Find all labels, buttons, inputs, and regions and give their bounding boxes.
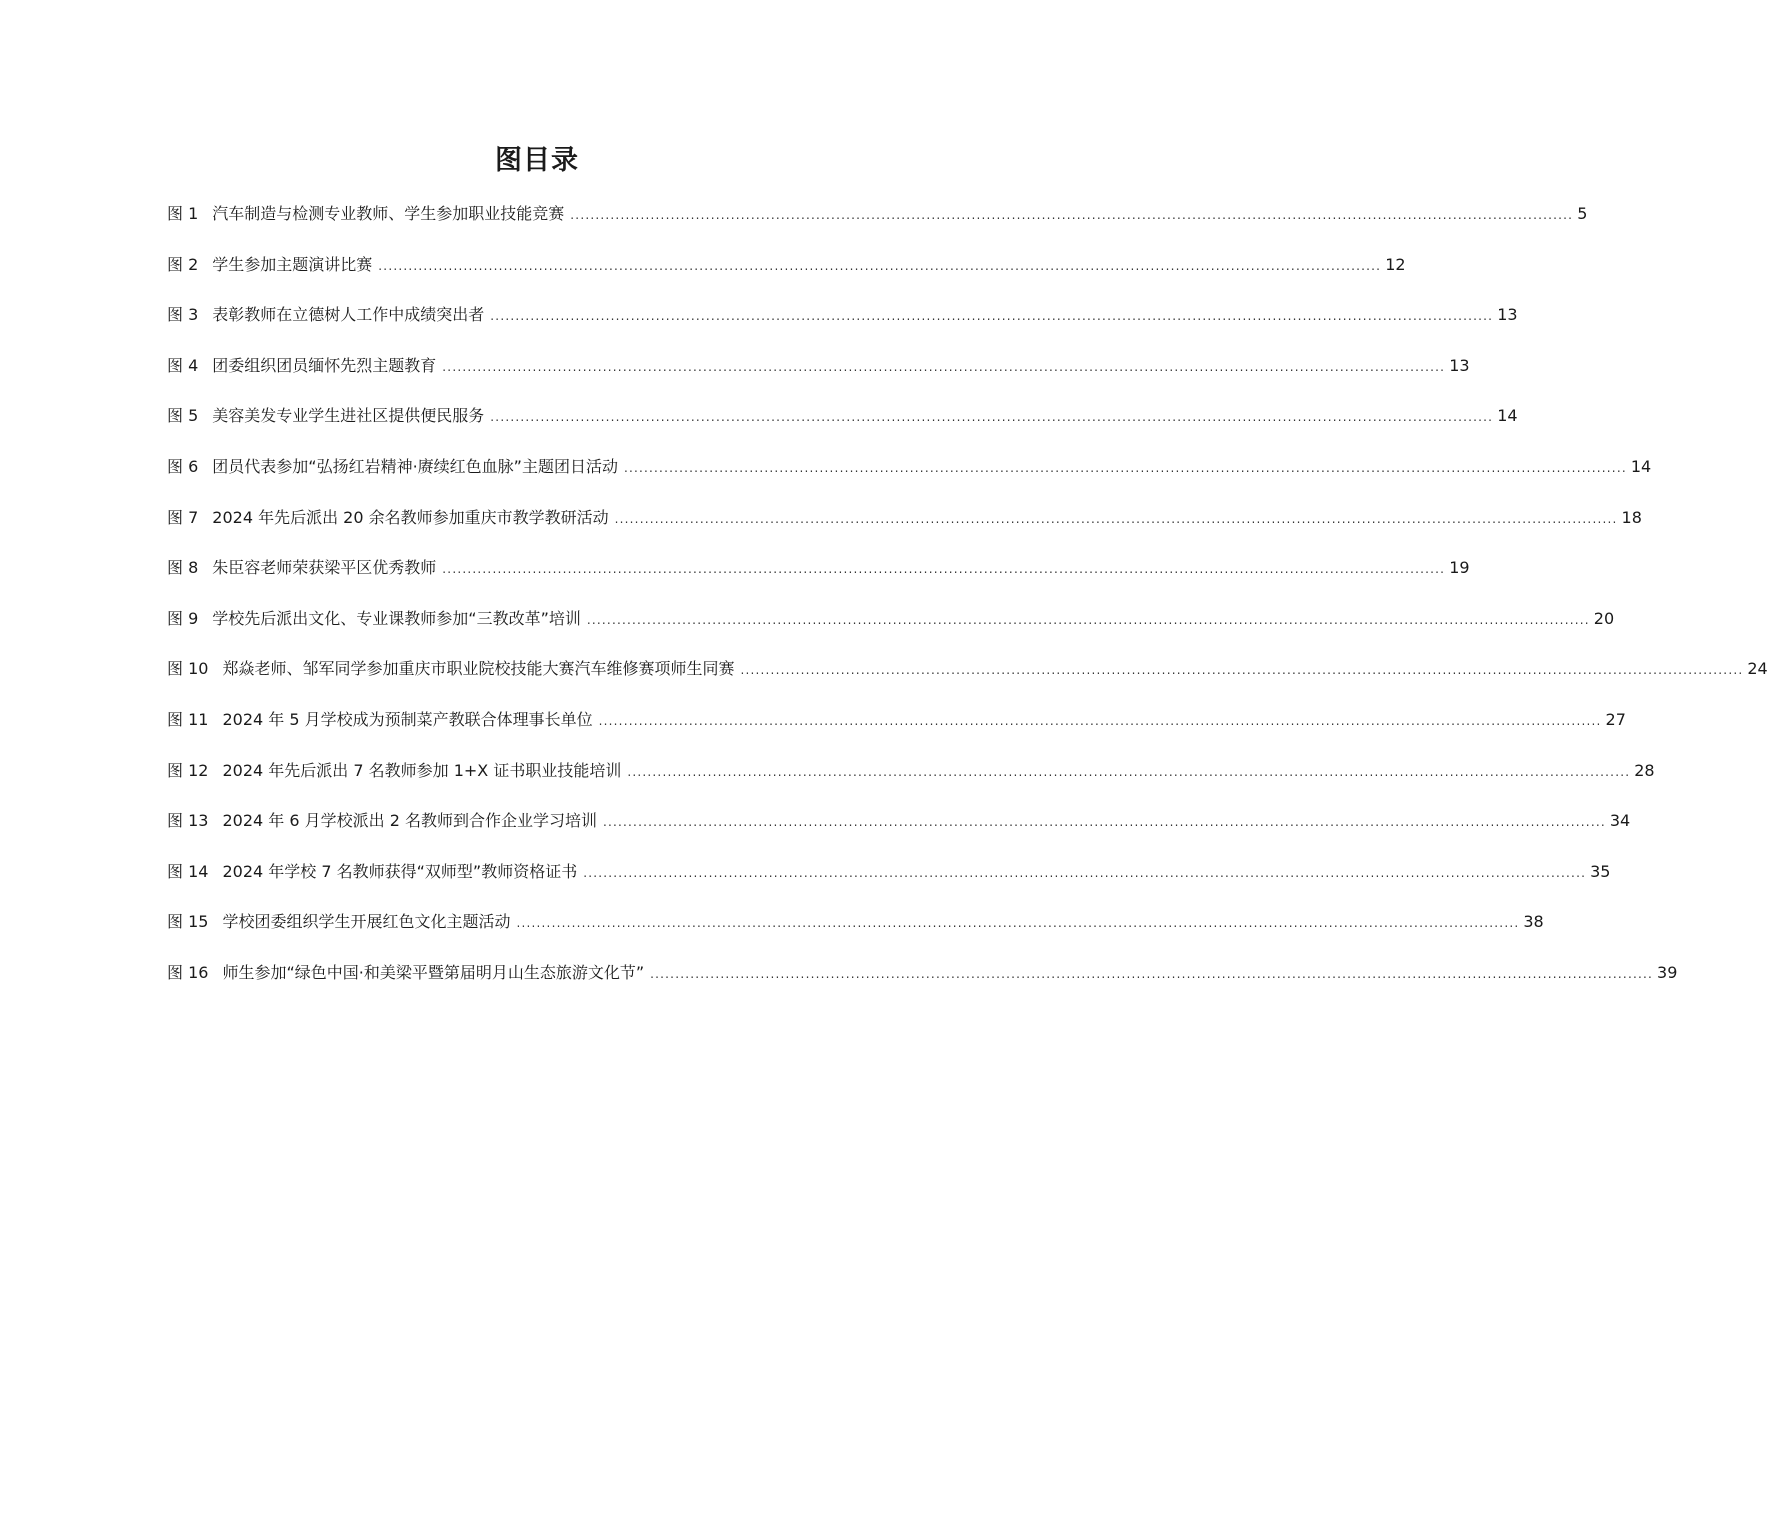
figure-label: 图 5 <box>167 406 199 426</box>
toc-entry[interactable] <box>167 453 1652 504</box>
figure-list <box>167 200 1768 1010</box>
dot-leader: ........................................................................................................................................................................................................ <box>627 764 1631 779</box>
toc-entry[interactable] <box>167 706 1626 757</box>
toc-entry[interactable] <box>167 504 1642 555</box>
page-title: 图目录 <box>495 145 579 176</box>
page-number: 24 <box>1747 659 1768 679</box>
figure-title: 团员代表参加“弘扬红岩精神·赓续红色血脉”主题团日活动 <box>212 456 618 476</box>
figure-title: 2024 年先后派出 7 名教师参加 1+X 证书职业技能培训 <box>222 760 622 780</box>
toc-entry[interactable] <box>167 908 1544 959</box>
page-number: 19 <box>1449 558 1470 578</box>
dot-leader: ........................................................................................................................................................................................................ <box>490 410 1494 425</box>
figure-label: 图 9 <box>167 608 199 628</box>
page-number: 5 <box>1577 204 1588 223</box>
figure-label: 图 13 <box>167 811 209 831</box>
toc-entry[interactable] <box>167 402 1518 453</box>
dot-leader: ........................................................................................................................................................................................................ <box>442 562 1446 577</box>
figure-title: 2024 年 5 月学校成为预制菜产教联合体理事长单位 <box>222 709 593 729</box>
figure-label: 图 8 <box>167 558 199 578</box>
page-number: 13 <box>1449 355 1470 375</box>
figure-label: 图 3 <box>167 305 199 325</box>
dot-leader: ........................................................................................................................................................................................................ <box>442 359 1446 374</box>
dot-leader: ........................................................................................................................................................................................................ <box>598 713 1602 728</box>
figure-label: 图 14 <box>167 861 209 881</box>
figure-title: 学生参加主题演讲比赛 <box>212 254 373 274</box>
dot-leader: ........................................................................................................................................................................................................ <box>583 865 1587 880</box>
figure-title: 学校团委组织学生开展红色文化主题活动 <box>222 912 511 932</box>
toc-entry[interactable] <box>167 301 1518 352</box>
page-number: 20 <box>1593 608 1615 628</box>
dot-leader: ........................................................................................................................................................................................................ <box>623 460 1627 475</box>
figure-label: 图 4 <box>167 355 199 375</box>
toc-entry[interactable] <box>167 959 1678 1010</box>
figure-label: 图 10 <box>167 659 209 679</box>
dot-leader: ........................................................................................................................................................................................................ <box>586 612 1590 627</box>
figure-label: 图 16 <box>167 962 209 982</box>
figure-title: 师生参加“绿色中国·和美梁平暨第届明月山生态旅游文化节” <box>222 962 645 982</box>
page-number: 13 <box>1497 305 1518 325</box>
figure-title: 汽车制造与检测专业教师、学生参加职业技能竞赛 <box>212 204 565 223</box>
dot-leader: ........................................................................................................................................................................................................ <box>490 309 1494 324</box>
toc-entry[interactable] <box>167 807 1631 858</box>
page-number: 12 <box>1385 254 1406 274</box>
figure-label: 图 7 <box>167 507 199 527</box>
figure-title: 2024 年先后派出 20 余名教师参加重庆市教学教研活动 <box>212 507 609 527</box>
page-number: 14 <box>1497 406 1518 426</box>
toc-entry[interactable] <box>167 605 1615 656</box>
toc-entry[interactable] <box>167 352 1470 403</box>
dot-leader: ........................................................................................................................................................................................................ <box>650 966 1654 981</box>
toc-entry[interactable] <box>167 655 1768 706</box>
dot-leader: ........................................................................................................................................................................................................ <box>570 208 1574 222</box>
page-number: 38 <box>1523 912 1544 932</box>
page-number: 34 <box>1609 811 1631 831</box>
toc-entry[interactable] <box>167 757 1655 808</box>
figure-label: 图 12 <box>167 760 209 780</box>
figure-title: 美容美发专业学生进社区提供便民服务 <box>212 406 485 426</box>
figure-title: 团委组织团员缅怀先烈主题教育 <box>212 355 437 375</box>
figure-title: 2024 年学校 7 名教师获得“双师型”教师资格证书 <box>222 861 578 881</box>
page-number: 27 <box>1605 709 1626 729</box>
figure-label: 图 15 <box>167 912 209 932</box>
page-number: 18 <box>1621 507 1642 527</box>
dot-leader: ........................................................................................................................................................................................................ <box>516 916 1520 931</box>
page-number: 35 <box>1590 861 1611 881</box>
figure-title: 2024 年 6 月学校派出 2 名教师到合作企业学习培训 <box>222 811 597 831</box>
figure-title: 郑焱老师、邹军同学参加重庆市职业院校技能大赛汽车维修赛项师生同赛 <box>222 659 735 679</box>
dot-leader: ........................................................................................................................................................................................................ <box>378 258 1382 273</box>
dot-leader: ........................................................................................................................................................................................................ <box>614 511 1618 526</box>
figure-title: 学校先后派出文化、专业课教师参加“三教改革”培训 <box>212 608 581 628</box>
figure-title: 朱臣容老师荣获梁平区优秀教师 <box>212 558 437 578</box>
toc-entry[interactable] <box>167 554 1470 605</box>
figure-label: 图 2 <box>167 254 199 274</box>
dot-leader: ........................................................................................................................................................................................................ <box>740 663 1744 678</box>
toc-entry[interactable] <box>167 251 1406 302</box>
toc-entry[interactable] <box>167 858 1611 909</box>
page-number: 14 <box>1630 456 1652 476</box>
figure-label: 图 11 <box>167 709 209 729</box>
dot-leader: ........................................................................................................................................................................................................ <box>602 815 1606 830</box>
figure-label: 图 6 <box>167 456 199 476</box>
page-number: 28 <box>1634 760 1655 780</box>
page-number: 39 <box>1657 962 1678 982</box>
figure-label: 图 1 <box>167 204 199 223</box>
figure-title: 表彰教师在立德树人工作中成绩突出者 <box>212 305 485 325</box>
toc-entry[interactable] <box>167 200 1588 251</box>
